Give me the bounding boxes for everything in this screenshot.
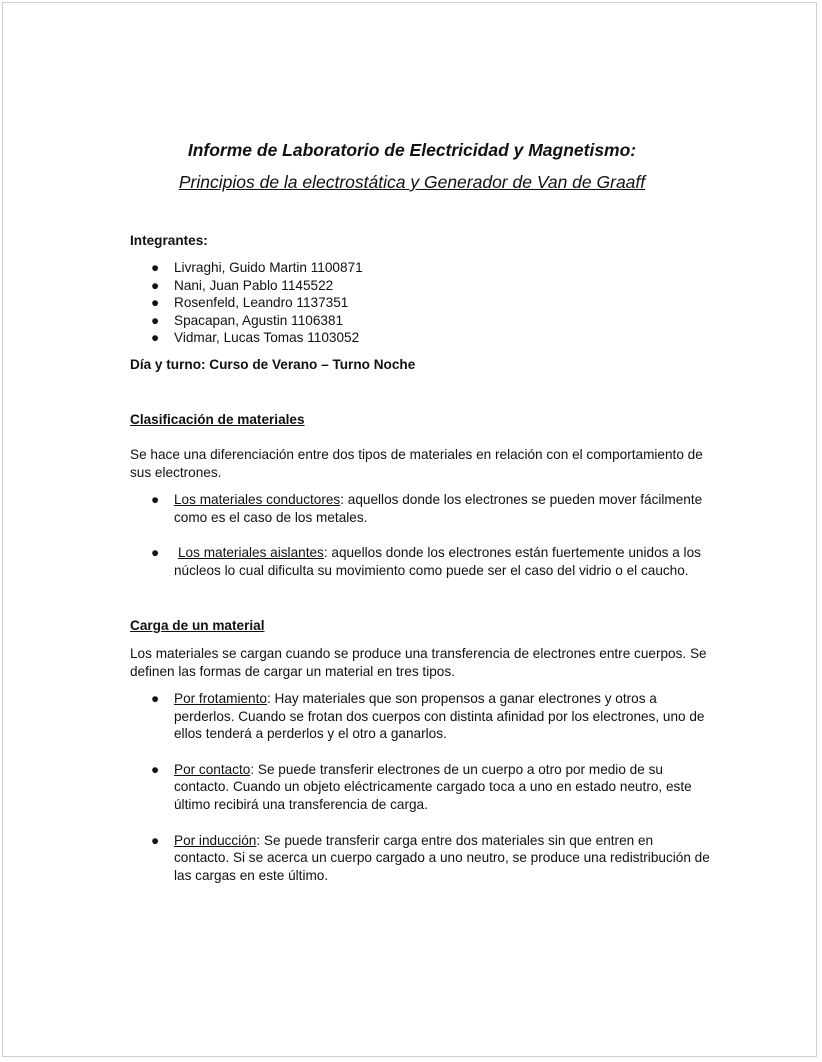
section-heading-classification: Clasificación de materiales (130, 412, 305, 427)
member-item: ● Nani, Juan Pablo 1145522 (151, 277, 334, 293)
section-heading-charge: Carga de un material (130, 618, 265, 633)
bullet-icon: ● (151, 761, 160, 777)
term: Por inducción (174, 832, 257, 848)
member-item: ● Spacapan, Agustin 1106381 (151, 312, 344, 328)
section-paragraph: Se hace una diferenciación entre dos tipos de materiales en relación con el comportamiento de sus electrones. (130, 447, 703, 480)
document-page (2, 2, 817, 1057)
list-item: ● Los materiales aislantes: aquellos donde los electrones están fuertemente unidos a los núcleos lo cual dificulta su movimiento como puede ser el caso del vidrio o el caucho. (151, 545, 701, 578)
bullet-icon: ● (151, 691, 160, 706)
document-title: Informe de Laboratorio de Electricidad y Magnetismo: (187, 140, 637, 160)
section-paragraph: Los materiales se cargan cuando se produce una transferencia de electrones entre cuerpos. Se definen las formas de cargar un material en tres tipos. (130, 646, 707, 679)
list-item: ● Los materiales conductores: aquellos donde los electrones se pueden mover fácilmente como es el caso de los metales. (151, 492, 703, 525)
classification-list (130, 491, 710, 579)
term: Por contacto (174, 761, 251, 777)
list-item: ● Por contacto: Se puede transferir electrones de un cuerpo a otro por medio de su contacto. Cuando un objeto eléctricamente cargado toca a uno en estado neutro, este último recibirá una transferencia de carga. (151, 761, 692, 812)
bullet-icon: ● (151, 330, 160, 346)
term: Los materiales aislantes (178, 545, 324, 561)
document-subtitle: Principios de la electrostática y Generador de Van de Graaff (178, 172, 646, 192)
bullet-icon: ● (151, 832, 160, 848)
list-item: ● Por frotamiento: Hay materiales que son propensos a ganar electrones y otros a perderlos. Cuando se frotan dos cuerpos con distinta afinidad por los electrones, uno de ellos tenderá a perderlos y el otro a ganarlos. (151, 691, 705, 742)
bullet-icon: ● (151, 277, 160, 293)
term: Por frotamiento (174, 691, 267, 706)
member-item: ● Rosenfeld, Leandro 1137351 (151, 295, 349, 311)
list-item: ● Por inducción: Se puede transferir carga entre dos materiales sin que entren en contacto. Si se acerca un cuerpo cargado a uno neutro, se produce una redistribución de las cargas en este último. (151, 832, 710, 883)
member-item: ● Livraghi, Guido Martin 1100871 (151, 260, 363, 275)
schedule-line: Día y turno: Curso de Verano – Turno Noche (130, 357, 416, 372)
bullet-icon: ● (151, 492, 160, 507)
members-label: Integrantes: (130, 233, 208, 248)
member-item: ● Vidmar, Lucas Tomas 1103052 (151, 330, 360, 346)
bullet-icon: ● (151, 545, 160, 561)
bullet-icon: ● (151, 295, 160, 311)
members-list (130, 259, 710, 347)
charge-methods-list (130, 690, 710, 884)
bullet-icon: ● (151, 312, 160, 328)
bullet-icon: ● (151, 260, 160, 275)
term: Los materiales conductores (174, 492, 341, 507)
